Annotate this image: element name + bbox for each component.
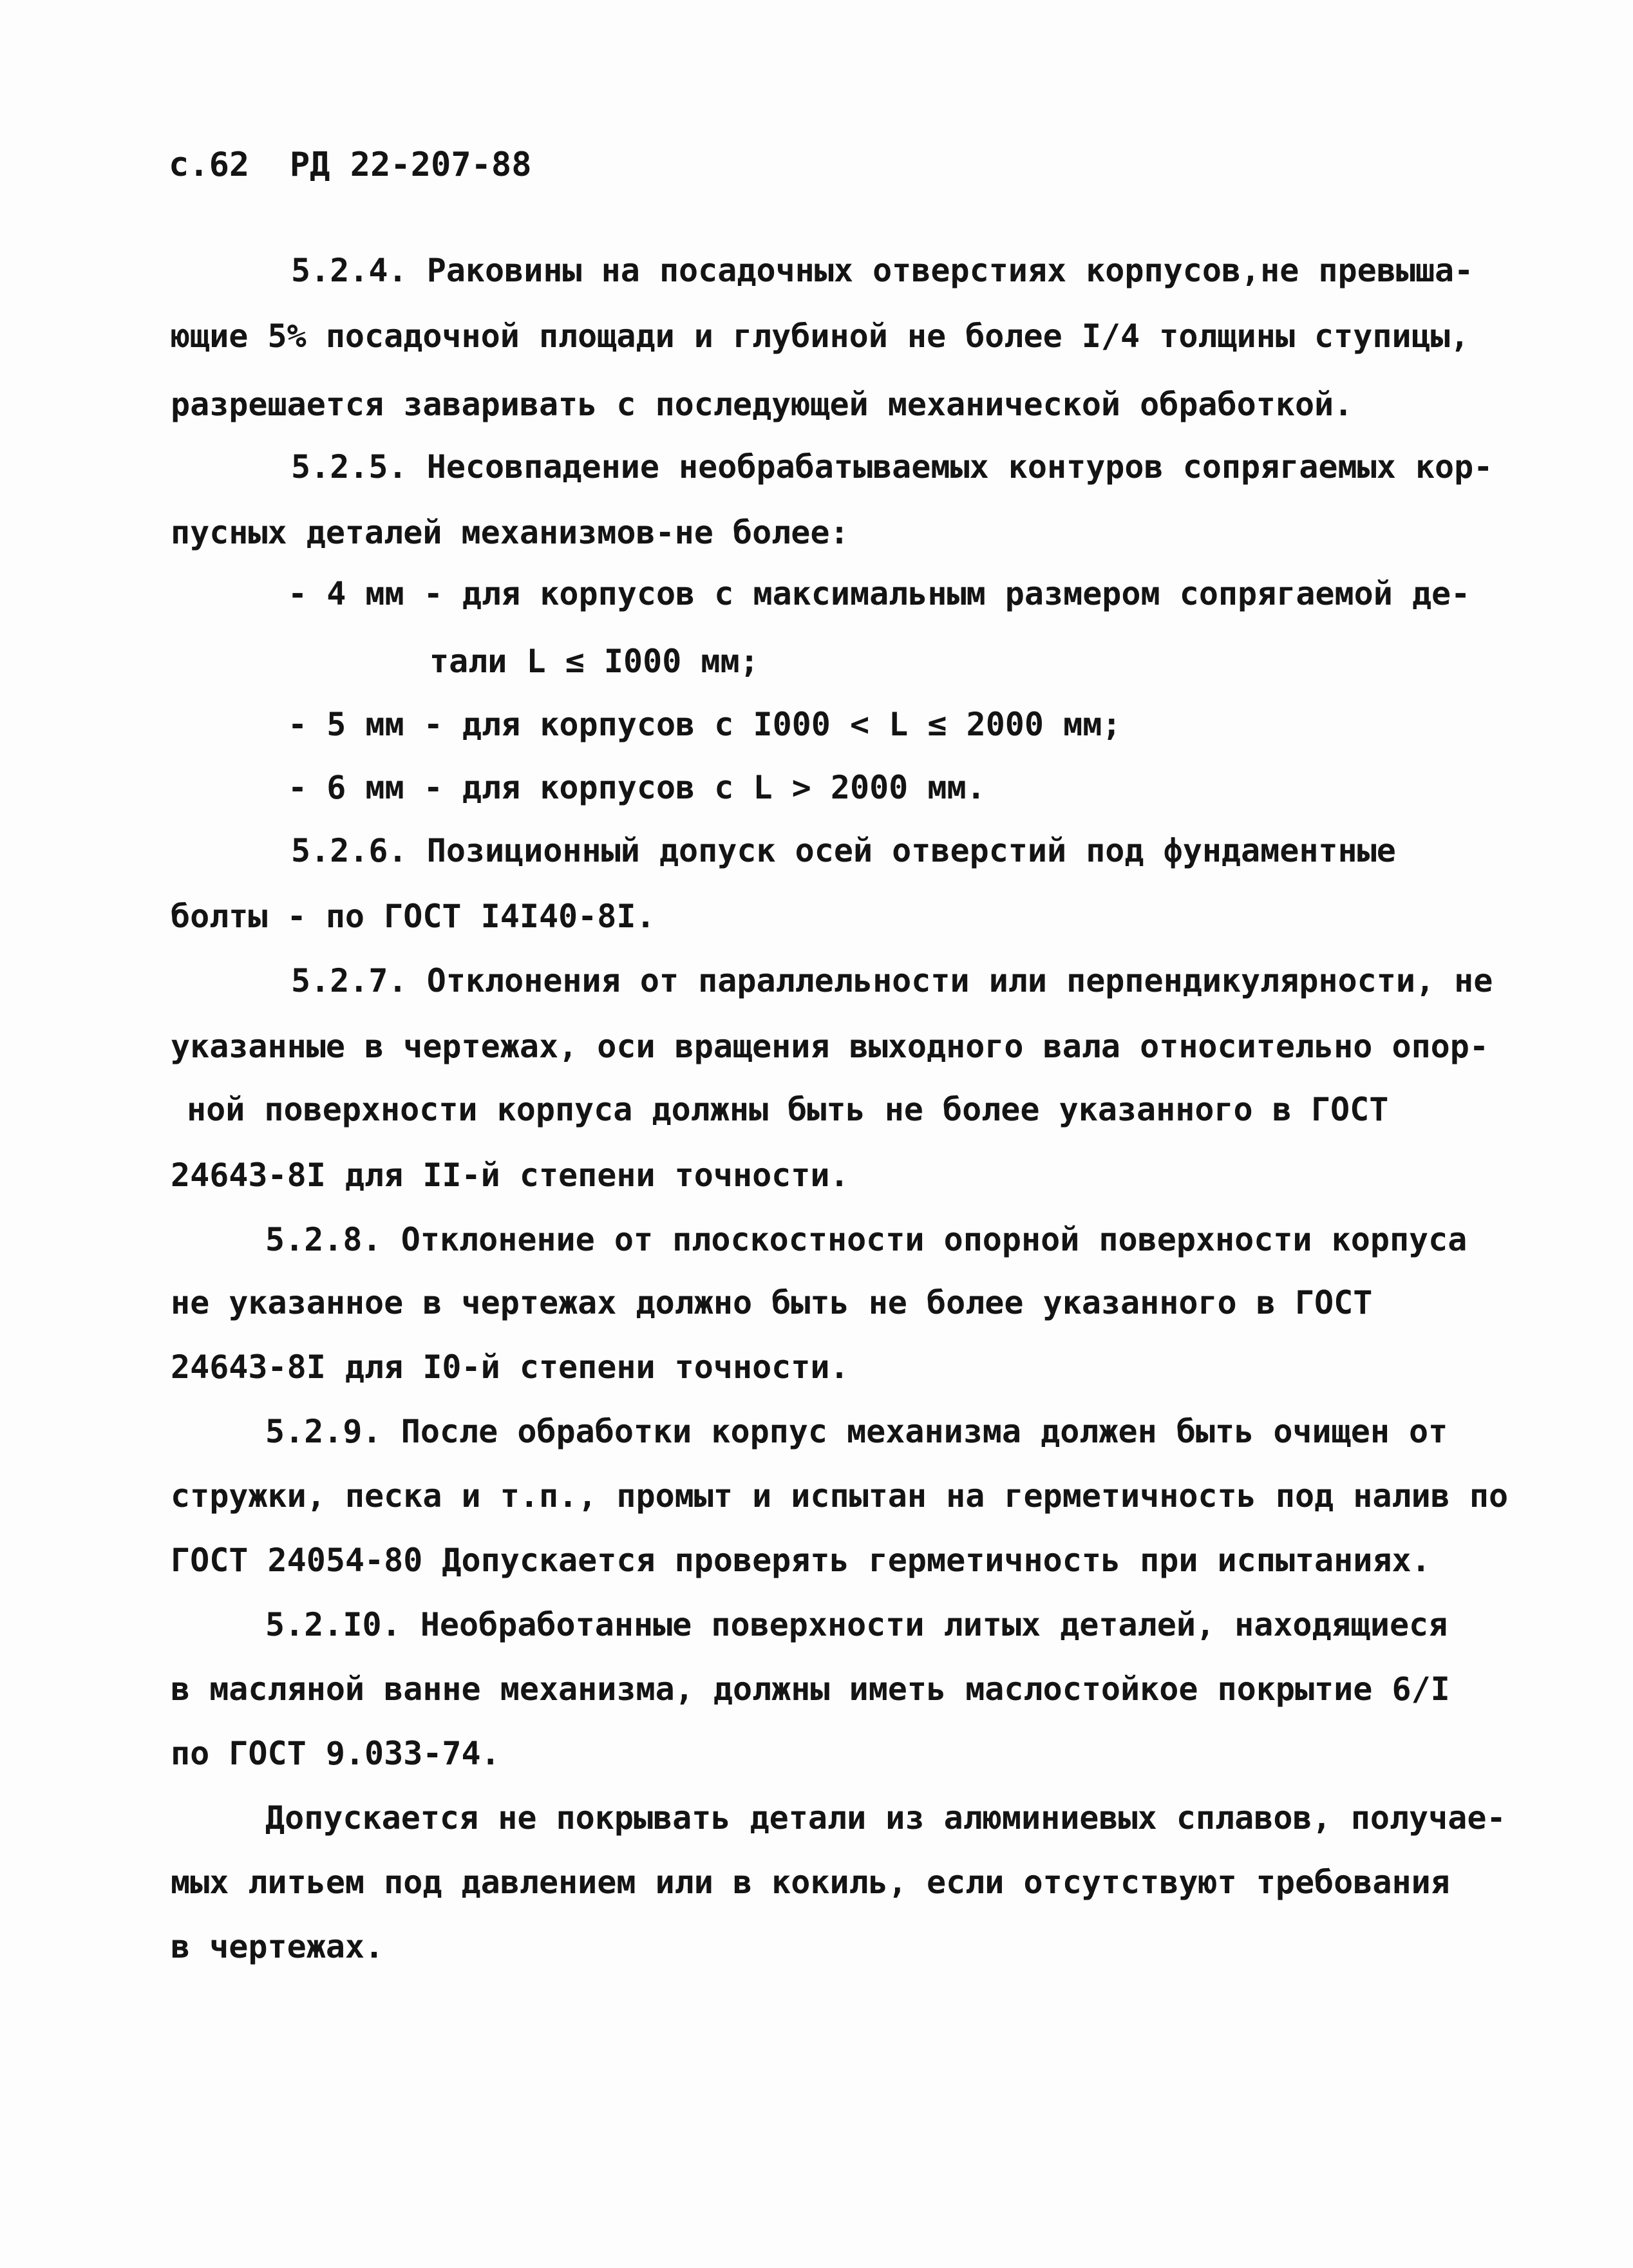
paragraph-line: Допускается не покрывать детали из алюминиевых сплавов, получае- — [265, 1799, 1506, 1837]
paragraph-line: 5.2.8. Отклонение от плоскостности опорной поверхности корпуса — [265, 1221, 1468, 1258]
document-code: РД 22-207-88 — [289, 146, 532, 184]
page-header — [169, 145, 532, 185]
paragraph-line: 5.2.5. Несовпадение необрабатываемых контуров сопрягаемых кор- — [291, 448, 1493, 486]
list-item-line: тали L ≤ I000 мм; — [429, 643, 759, 680]
paragraph-line: в чертежах. — [171, 1928, 384, 1965]
paragraph-line: пусных деталей механизмов-не более: — [171, 514, 849, 551]
page-number: с.62 — [169, 146, 250, 184]
paragraph-line: стружки, песка и т.п., промыт и испытан на герметичность под налив по — [171, 1477, 1509, 1515]
paragraph-line: 5.2.9. После обработки корпус механизма должен быть очищен от — [265, 1413, 1448, 1450]
paragraph-line: не указанное в чертежах должно быть не более указанного в ГОСТ — [171, 1284, 1373, 1321]
list-item-line: - 6 мм - для корпусов с L > 2000 мм. — [288, 769, 986, 806]
paragraph-line: мых литьем под давлением или в кокиль, если отсутствуют требования — [171, 1864, 1450, 1901]
paragraph-line: ющие 5% посадочной площади и глубиной не более I/4 толщины ступицы, — [171, 317, 1469, 355]
paragraph-line: 5.2.7. Отклонения от параллельности или перпендикулярности, не — [291, 962, 1493, 999]
paragraph-line: ГОСТ 24054-80 Допускается проверять герметичность при испытаниях. — [171, 1542, 1431, 1579]
paragraph-line: 5.2.4. Раковины на посадочных отверстиях корпусов,не превыша- — [291, 252, 1474, 289]
list-item-line: - 5 мм - для корпусов с I000 < L ≤ 2000 мм; — [288, 706, 1122, 743]
paragraph-line: ной поверхности корпуса должны быть не более указанного в ГОСТ — [187, 1091, 1389, 1128]
paragraph-line: 5.2.6. Позиционный допуск осей отверстий под фундаментные — [291, 832, 1396, 869]
paragraph-line: болты - по ГОСТ I4I40-8I. — [171, 898, 656, 935]
paragraph-line: 24643-8I для II-й степени точности. — [171, 1157, 849, 1194]
paragraph-line: 5.2.I0. Необработанные поверхности литых деталей, находящиеся — [265, 1606, 1448, 1643]
paragraph-line: по ГОСТ 9.033-74. — [171, 1735, 500, 1772]
paragraph-line: в масляной ванне механизма, должны иметь маслостойкое покрытие 6/I — [171, 1670, 1450, 1708]
paragraph-line: указанные в чертежах, оси вращения выходного вала относительно опор- — [171, 1028, 1489, 1065]
list-item-line: - 4 мм - для корпусов с максимальным размером сопрягаемой де- — [288, 575, 1471, 612]
paragraph-line: разрешается заваривать с последующей механической обработкой. — [171, 386, 1354, 423]
paragraph-line: 24643-8I для I0-й степени точности. — [171, 1348, 849, 1386]
